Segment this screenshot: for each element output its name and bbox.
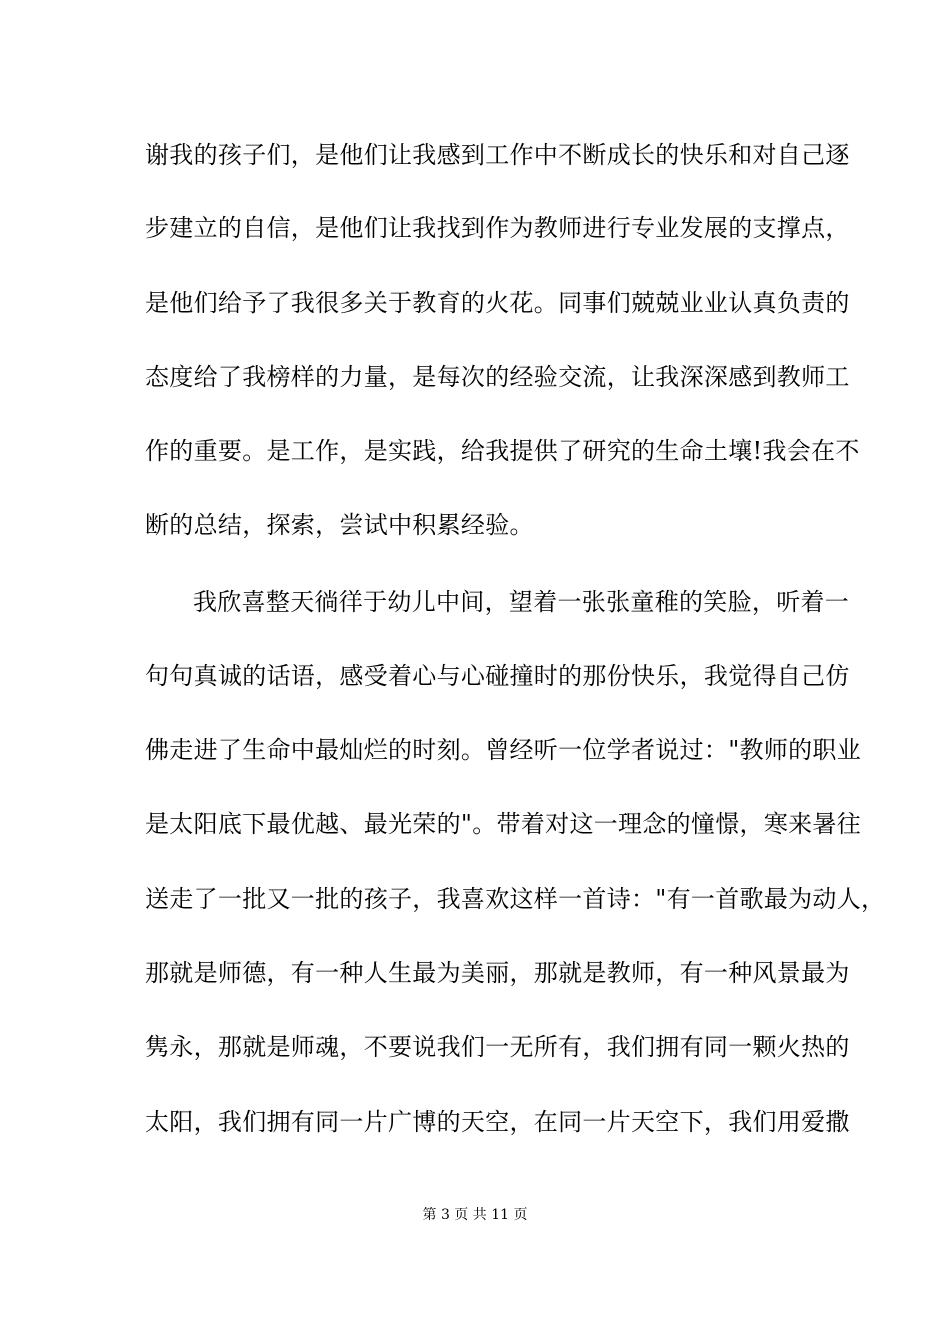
paragraph2-line-1: 我欣喜整天徜徉于幼儿中间，望着一张张童稚的笑脸，听着一 [193, 588, 850, 616]
paragraph1-line-5: 作的重要。是工作，是实践，给我提供了研究的生命土壤!我会在不 [145, 437, 860, 465]
paragraph2-line-3: 佛走进了生命中最灿烂的时刻。曾经听一位学者说过："教师的职业 [145, 736, 862, 764]
paragraph2-line-8: 太阳，我们拥有同一片广博的天空，在同一片天空下，我们用爱撒 [145, 1108, 850, 1136]
paragraph1-line-3: 是他们给予了我很多关于教育的火花。同事们兢兢业业认真负责的 [145, 289, 850, 317]
paragraph2-line-7: 隽永，那就是师魂，不要说我们一无所有，我们拥有同一颗火热的 [145, 1033, 850, 1061]
paragraph2-line-6: 那就是师德，有一种人生最为美丽，那就是教师，有一种风景最为 [145, 959, 850, 987]
page-number-footer: 第 3 页 共 11 页 [422, 1207, 528, 1223]
paragraph1-line-1: 谢我的孩子们，是他们让我感到工作中不断成长的快乐和对自己逐 [145, 141, 850, 169]
paragraph1-line-4: 态度给了我榜样的力量，是每次的经验交流，让我深深感到教师工 [145, 363, 850, 391]
paragraph2-line-4: 是太阳底下最优越、最光荣的"。带着对这一理念的憧憬，寒来暑往 [145, 810, 862, 838]
paragraph1-line-2: 步建立的自信，是他们让我找到作为教师进行专业发展的支撑点， [145, 214, 850, 242]
paragraph2-line-2: 句句真诚的话语，感受着心与心碰撞时的那份快乐，我觉得自己仿 [145, 662, 850, 690]
paragraph1-line-6: 断的总结，探索，尝试中积累经验。 [145, 511, 534, 539]
paragraph2-line-5: 送走了一批又一批的孩子，我喜欢这样一首诗："有一首歌最为动人， [145, 885, 886, 913]
